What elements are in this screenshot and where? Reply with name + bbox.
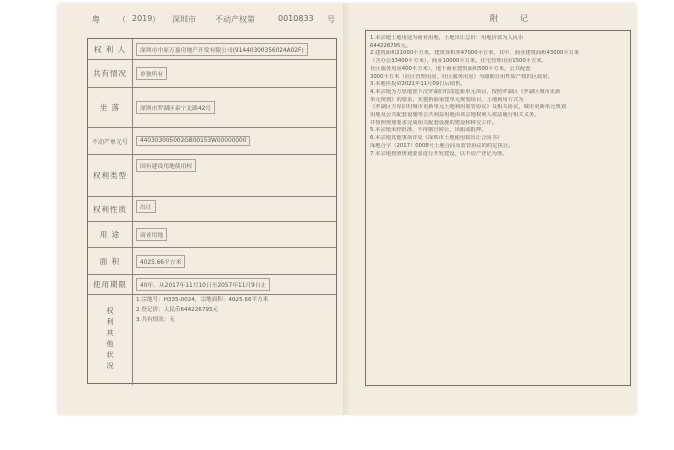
value-area: 4025.66平方米 [136,248,332,274]
note-line: 3000平方米（社区管理用房，社区服务用房）为康助自用性质产权归区政府。 [370,73,553,80]
row-right-nature [88,197,336,222]
note-line: 5.本宗地未经批准，不得擅自转让、出租或抵押。 [370,127,487,134]
city: 深圳市 [172,15,196,24]
property-table [87,38,337,384]
value-co-ownership: 单独所有 [136,60,332,87]
value-usage: 商业用地 [136,222,332,247]
label-unit-number: 不动产单元号 [88,128,133,154]
row-area [88,248,336,275]
note-line: 7.本宗地按照规划要求进行开发建设，以不动产登记为准。 [370,150,508,157]
other-note-line: 3.共有情况：无 [136,317,175,323]
note-line: 644226795元。 [370,42,411,49]
label-right-type: 权利类型 [88,155,133,196]
other-note-line: 2.登记价：人民币644226795元 [136,307,219,313]
note-line: 2.建筑面积21000平方米，建筑容积率47000平方米，其中，商业建筑面积43000平方米 [370,50,580,57]
certificate-suffix: 号 [327,15,335,24]
region-char: 粤 [92,15,100,24]
label-term: 使用期限 [88,275,133,294]
year: 2019 [132,14,153,23]
row-unit-number [88,128,336,155]
note-line: 并按照规划要求完成相关配套设施的建设和移交工作。 [370,119,498,126]
certificate-number: 0010833 [278,14,314,23]
row-co-ownership [88,60,336,88]
note-line: 单元规划》的要求，实施拆除重建单元规划项目，土地利用方式为 [370,96,524,103]
row-right-type [88,155,336,197]
other-notes [136,295,332,325]
certificate-title: 不动产权第 [215,15,255,24]
note-line: 社区服务用房400平方米），地下商业建筑面积500平方米，公共配套 [370,65,531,72]
notes-title: 附记 [490,14,550,23]
label-area: 面 积 [88,248,133,274]
label-location: 坐 落 [88,88,133,127]
label-right-nature: 权利性质 [88,197,133,221]
note-line: 1.本宗地土地用途为商业用地，土地出让总价：用地价款为人民币 [370,35,524,41]
note-line: 6.本宗地其他事项详见《深圳市土地使用权出让合同书》 [370,135,503,142]
label-other-notes: 权利其他状况 [88,295,133,385]
note-line: 4.本宗地为万厚地宽下汉罗湖旧村改造新单元项目，按照罗湖区《罗湖区城市更新 [370,88,561,95]
year-close: ） [152,15,160,24]
note-line: 3.本地块投资2021年11月09日后销售。 [370,81,466,88]
certificate-header [70,12,340,28]
note-line: 用地及公共配套设施等公共利益用地由该宗地权利人依法履行相关义务， [370,112,540,119]
value-right-nature: 出让 [136,197,332,221]
value-unit-number: 440303005002GB00153W00000000 [136,128,332,154]
value-location: 深圳市罗湖区泰宁北路42号 [136,88,332,127]
year-open: （ [118,15,126,24]
other-note-line: 1.宗地号：H335-0024，宗地面积：4025.66平方米 [136,297,269,303]
label-owner: 权 利 人 [88,39,133,59]
row-owner [88,39,336,60]
row-usage [88,222,336,248]
value-right-type: 国有建设用地使用权 [136,155,332,196]
value-owner: 深圳市中原万嘉房地产开发有限公司(91440300356024A02F) [136,39,332,59]
row-location [88,88,336,128]
note-line: 深地合字（2017）0008号土地合同及监管协议的约定执行。 [370,142,514,149]
row-term [88,275,336,295]
value-term: 40年，从2017年11月10日至2057年11月9日止 [136,275,332,294]
note-line: （含办公33400平方米），商业10000平方米，住宅管理用房1500平方米， [370,58,547,65]
note-line: 《罗湖区万厚旧村城市更新单元土地利用监管协议》及相关协议，城市更新单元规划 [370,104,566,111]
notes-text [370,35,628,158]
label-co-ownership: 共有情况 [88,60,133,87]
label-usage: 用 途 [88,222,133,247]
row-other-notes [88,295,336,385]
book-fold [343,3,351,415]
